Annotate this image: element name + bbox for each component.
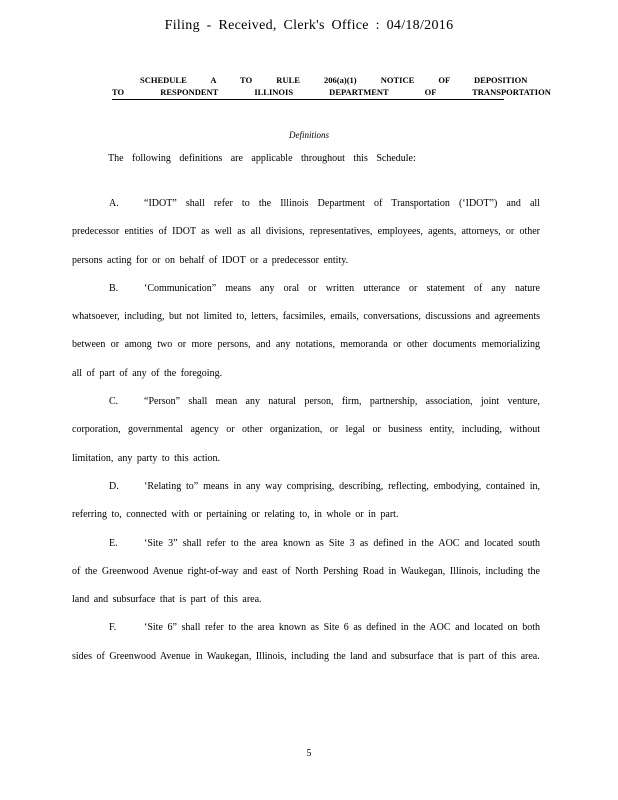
- definition-text: ‘Site 3” shall refer to the area known as Site 3 as defined in the AOC and located south of the Greenwood Avenue right-of-way and east of North Pershing Road in Waukegan, Illinois, including the land and subsurface that is part of this area.: [72, 537, 540, 606]
- definition-letter: C.: [109, 396, 119, 408]
- definition-letter: F.: [109, 622, 117, 634]
- document-caption: [112, 74, 551, 100]
- definition-letter: D.: [109, 480, 119, 492]
- definition-item: [72, 530, 540, 615]
- definitions-list: [72, 190, 540, 671]
- caption-line-2: TO RESPONDENT ILLINOIS DEPARTMENT OF TRANSPORTATION: [112, 87, 551, 97]
- definition-text: ‘Site 6” shall refer to the area known as Site 6 as defined in the AOC and located on both sides of Greenwood Avenue in Waukegan, Illinois, including the land and subsurface that is part of this area.: [72, 622, 540, 662]
- definition-letter: A.: [109, 198, 119, 209]
- definition-text: “Person” shall mean any natural person, firm, partnership, association, joint venture, corporation, governmental agency or other organization, or legal or business entity, including, without limitation, any party to this action.: [72, 396, 540, 464]
- intro-sentence: The following definitions are applicable throughout this Schedule:: [108, 153, 416, 164]
- page-number: 5: [306, 748, 312, 759]
- caption-line-1: SCHEDULE A TO RULE 206(a)(1) NOTICE OF DEPOSITION: [140, 75, 528, 85]
- filing-stamp-header: Filing - Received, Clerk's Office : 04/18/2016: [164, 18, 454, 33]
- definition-item: [72, 388, 540, 473]
- section-title: Definitions: [289, 130, 329, 140]
- definition-letter: E.: [109, 537, 118, 549]
- definition-text: “IDOT” shall refer to the Illinois Department of Transportation (‘IDOT”) and all predecessor entities of IDOT as well as all divisions, representatives, employees, agents, attorneys, or other persons acting for or on behalf of IDOT or a predecessor entity.: [72, 198, 540, 266]
- definition-text: ‘Relating to” means in any way comprising, describing, reflecting, embodying, contained in, referring to, connected with or pertaining or relating to, in whole or in part.: [72, 480, 540, 521]
- definition-item: [72, 614, 540, 671]
- definition-item: [72, 473, 540, 530]
- definition-item: [72, 275, 540, 388]
- definition-letter: B.: [109, 282, 119, 294]
- definition-item: [72, 190, 540, 275]
- definition-text: ‘Communication” means any oral or written utterance or statement of any nature whatsoever, including, but not limited to, letters, facsimiles, emails, conversations, discussions and agreements between or among two or more persons, and any notations, memoranda or other documents memorializing all of part of any of the foregoing.: [72, 282, 540, 379]
